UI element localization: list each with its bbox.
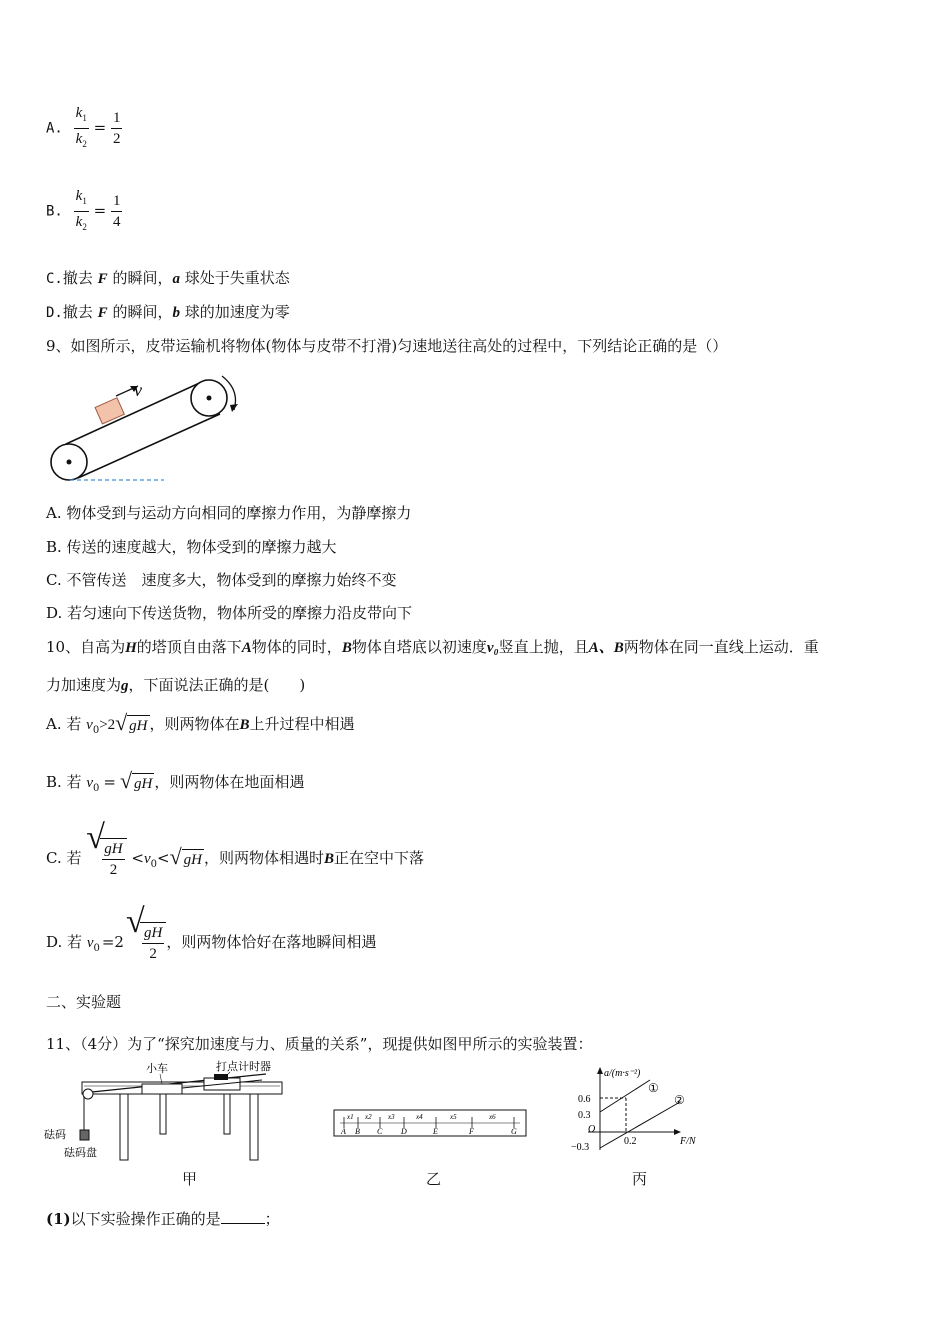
q11-stem: 11、（4分）为了“探究加速度与力、质量的关系”，现提供如图甲所示的实验装置： [46,1035,593,1053]
svg-text:小车: 小车 [146,1063,168,1075]
svg-text:−0.3: −0.3 [571,1142,590,1153]
q10-option-d: D. 若 $v_0 =2$ √ $\frac{gH}{2}$ ，则两物体恰好在落地瞬间相遇 [46,903,377,962]
section-heading: 二、实验题 [46,993,122,1011]
tape-point-label: A [341,1127,346,1136]
q9-option-b: B. 传送的速度越大，物体受到的摩擦力越大 [46,538,337,556]
q10-option-b: B. 若 $v_0$ = √ gH ，则两物体在地面相遇 [46,767,305,794]
cart [142,1084,182,1094]
velocity-label: v [134,380,142,400]
equals-sign: = [93,118,107,137]
svg-text:O: O [588,1124,596,1135]
belt-bottom [78,414,220,478]
tape-point-label: B [355,1127,360,1136]
fraction-k: $\frac{k_1}{k_2}$ [75,188,87,232]
sqrt-fraction: √ $\frac{gH}{2}$ [86,838,126,880]
answer-blank[interactable] [221,1209,265,1224]
option-prefix: B. [46,203,63,220]
q8-option-c: C.撤去 F 的瞬间，a 球处于失重状态 [46,269,290,287]
tape-segment-label: x1 [347,1113,354,1121]
fraction-value: $\frac{1}{4}$ [112,193,121,230]
q8-option-b [46,186,122,237]
tape-point-label: F [469,1127,474,1136]
q11-sub1: (1)以下实验操作正确的是 ； [46,1210,280,1228]
sqrt-expression: √ gH [115,709,148,735]
q10-stem-line1: 10、自高为H的塔顶自由落下A物体的同时，B物体自塔底以初速度v₀竖直上抛，且A、B两物体在同一直线上运动．重 [46,638,819,656]
conveyor-figure [44,368,254,488]
figure-bing-graph [568,1064,718,1160]
figure-jia-apparatus [44,1060,294,1170]
svg-text:a/(m·s⁻²): a/(m·s⁻²) [604,1068,641,1079]
sqrt-fraction: √ $\frac{gH}{2}$ [126,922,166,964]
q9-option-a: A. 物体受到与运动方向相同的摩擦力作用，为静摩擦力 [46,504,412,522]
q10-stem-line2: 力加速度为g，下面说法正确的是( ) [46,676,306,694]
tape-point-label: C [377,1127,383,1136]
figure-jia-caption: 甲 [182,1170,198,1188]
option-prefix: A. [46,120,63,137]
q8-option-a [46,103,122,154]
tape-segment-label: x2 [365,1113,372,1121]
line-1 [600,1080,650,1112]
svg-text:打点计时器: 打点计时器 [216,1061,271,1073]
figure-bing-caption: 丙 [632,1170,648,1188]
svg-text:0.3: 0.3 [578,1110,591,1121]
q8-option-d: D.撤去 F 的瞬间，b 球的加速度为零 [46,303,290,321]
svg-text:0.6: 0.6 [578,1094,591,1105]
tape-segment-label: x4 [416,1113,423,1121]
tape-point-label: E [433,1127,438,1136]
tape-segment-label: x5 [450,1113,457,1121]
svg-text:砝码盘: 砝码盘 [64,1147,97,1159]
q10-option-a: A. 若 $v_0>2$ √ gH ，则两物体在B上升过程中相遇 [46,709,355,736]
q9-stem: 9、如图所示，皮带运输机将物体(物体与皮带不打滑)匀速地送往高处的过程中，下列结论正确的是（） [46,337,728,355]
equals-sign: = [93,201,107,220]
q10-option-c: C. 若 √ $\frac{gH}{2}$ $<v_0<$ √ gH ，则两物体相遇时B正在空中下落 [46,819,424,878]
q9-option-c: C. 不管传送 速度多大，物体受到的摩擦力始终不变 [46,571,397,589]
tape-point-label: G [511,1127,517,1136]
figure-yi-tape [330,1104,532,1144]
tape-segment-label: x6 [489,1113,496,1121]
svg-text:F/N: F/N [680,1136,696,1147]
fraction-k: $\frac{k_1}{k_2}$ [75,105,87,149]
svg-text:②: ② [674,1093,685,1107]
tape-segment-label: x3 [388,1113,395,1121]
fraction-value: $\frac{1}{2}$ [112,110,121,147]
line-2 [600,1102,680,1148]
sqrt-expression: √ gH [119,767,153,793]
svg-text:0.2: 0.2 [624,1136,637,1147]
q9-option-d: D. 若匀速向下传送货物，物体所受的摩擦力沿皮带向下 [46,604,413,622]
svg-text:砝码: 砝码 [44,1129,66,1141]
table-leg [120,1094,128,1160]
weight-pan [80,1130,89,1140]
tape-point-label: D [401,1127,407,1136]
figure-yi-caption: 乙 [426,1170,442,1188]
svg-text:①: ① [648,1081,659,1095]
